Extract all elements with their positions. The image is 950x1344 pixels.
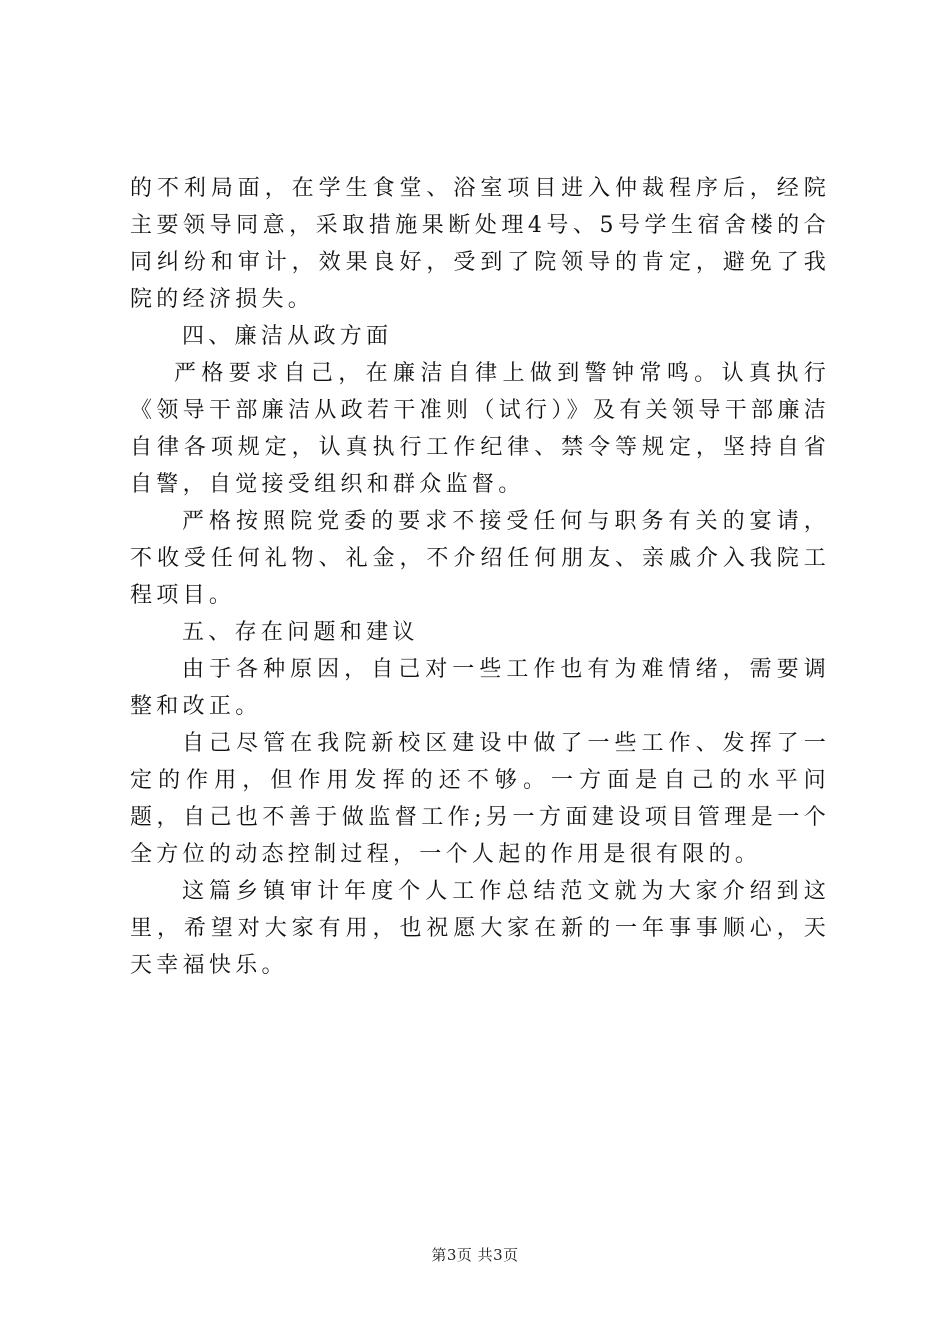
paragraph-no-gifts: 严格按照院党委的要求不接受任何与职务有关的宴请，不收受任何礼物、礼金，不介绍任何朋友、亲戚介入我院工程项目。 <box>130 509 830 608</box>
paragraph-self-discipline: 严格要求自己，在廉洁自律上做到警钟常鸣。认真执行《领导干部廉洁从政若干准则（试行）》及有关领导干部廉洁自律各项规定，认真执行工作纪律、禁令等规定，坚持自省自警，自觉接受组织和群众监督。 <box>130 361 830 497</box>
section-heading-problems: 五、存在问题和建议 <box>182 620 419 645</box>
paragraph-closing: 这篇乡镇审计年度个人工作总结范文就为大家介绍到这里，希望对大家有用，也祝愿大家在新的一年事事顺心，天天幸福快乐。 <box>130 879 830 978</box>
section-heading-integrity: 四、廉洁从政方面 <box>182 324 393 349</box>
paragraph-shortcomings: 自己尽管在我院新校区建设中做了一些工作、发挥了一定的作用，但作用发挥的还不够。一方面是自己的水平问题，自己也不善于做监督工作;另一方面建设项目管理是一个全方位的动态控制过程，一个人起的作用是很有限的。 <box>130 731 830 867</box>
paragraph-adjust: 由于各种原因，自己对一些工作也有为难情绪，需要调整和改正。 <box>130 657 830 719</box>
paragraph-continuation: 的不利局面，在学生食堂、浴室项目进入仲裁程序后，经院主要领导同意，采取措施果断处理4号、5号学生宿舍楼的合同纠纷和审计，效果良好，受到了院领导的肯定，避免了我院的经济损失。 <box>130 176 830 312</box>
page-number-footer: 第3页 共3页 <box>431 1246 519 1264</box>
document-body <box>130 170 830 984</box>
